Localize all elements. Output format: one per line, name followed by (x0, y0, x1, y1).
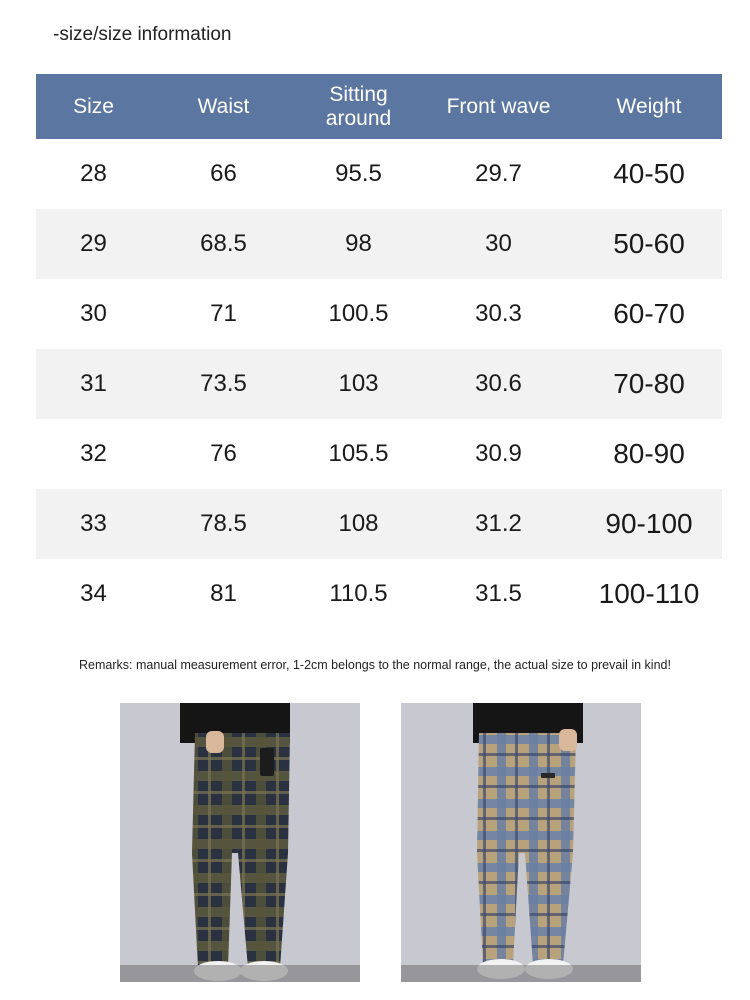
table-row (36, 279, 722, 349)
cell-size: 32 (80, 440, 107, 467)
page-title: -size/size information (53, 24, 232, 45)
table-row (36, 349, 722, 419)
cell-weight: 90-100 (605, 508, 693, 539)
cell-weight: 50-60 (613, 228, 685, 259)
cell-front-wave: 30.3 (475, 300, 522, 327)
cell-front-wave: 29.7 (475, 160, 522, 187)
cell-front-wave: 30.6 (475, 370, 522, 397)
cell-weight: 40-50 (613, 158, 685, 189)
table-row (36, 419, 722, 489)
cell-front-wave: 30 (485, 230, 512, 257)
cell-waist: 78.5 (200, 510, 247, 537)
cell-size: 29 (80, 230, 107, 257)
cell-size: 28 (80, 160, 107, 187)
header-weight: Weight (616, 94, 682, 118)
table-header (36, 74, 722, 139)
header-sitting-around: Sitting around (325, 82, 392, 130)
table-row (36, 209, 722, 279)
cell-waist: 81 (210, 580, 237, 607)
header-size: Size (73, 94, 114, 118)
table-row (36, 489, 722, 559)
cell-sitting-around: 110.5 (329, 580, 388, 607)
cell-size: 33 (80, 510, 107, 537)
cell-waist: 68.5 (200, 230, 247, 257)
cell-weight: 100-110 (598, 578, 700, 609)
header-front-wave: Front wave (446, 94, 551, 118)
cell-waist: 73.5 (200, 370, 247, 397)
cell-sitting-around: 100.5 (328, 300, 389, 327)
cell-weight: 60-70 (613, 298, 685, 329)
cell-sitting-around: 95.5 (335, 160, 382, 187)
product-photo-blue-plaid (401, 703, 641, 982)
cell-waist: 66 (210, 160, 237, 187)
cell-waist: 76 (210, 440, 237, 467)
cell-size: 34 (80, 580, 107, 607)
cell-waist: 71 (210, 300, 237, 327)
cell-sitting-around: 103 (338, 370, 379, 397)
cell-weight: 70-80 (613, 368, 685, 399)
cell-front-wave: 31.5 (475, 580, 522, 607)
remarks-note: Remarks: manual measurement error, 1-2cm belongs to the normal range, the actual size to prevail in kind! (79, 658, 671, 672)
size-table (36, 74, 722, 629)
product-photo-dark-plaid (120, 703, 360, 982)
table-row (36, 559, 722, 629)
cell-size: 30 (80, 300, 107, 327)
cell-front-wave: 31.2 (475, 510, 522, 537)
table-row (36, 139, 722, 209)
cell-size: 31 (80, 370, 107, 397)
cell-sitting-around: 108 (338, 510, 379, 537)
cell-front-wave: 30.9 (475, 440, 522, 467)
cell-weight: 80-90 (613, 438, 685, 469)
header-waist: Waist (197, 94, 250, 118)
cell-sitting-around: 105.5 (328, 440, 389, 467)
cell-sitting-around: 98 (345, 230, 372, 257)
